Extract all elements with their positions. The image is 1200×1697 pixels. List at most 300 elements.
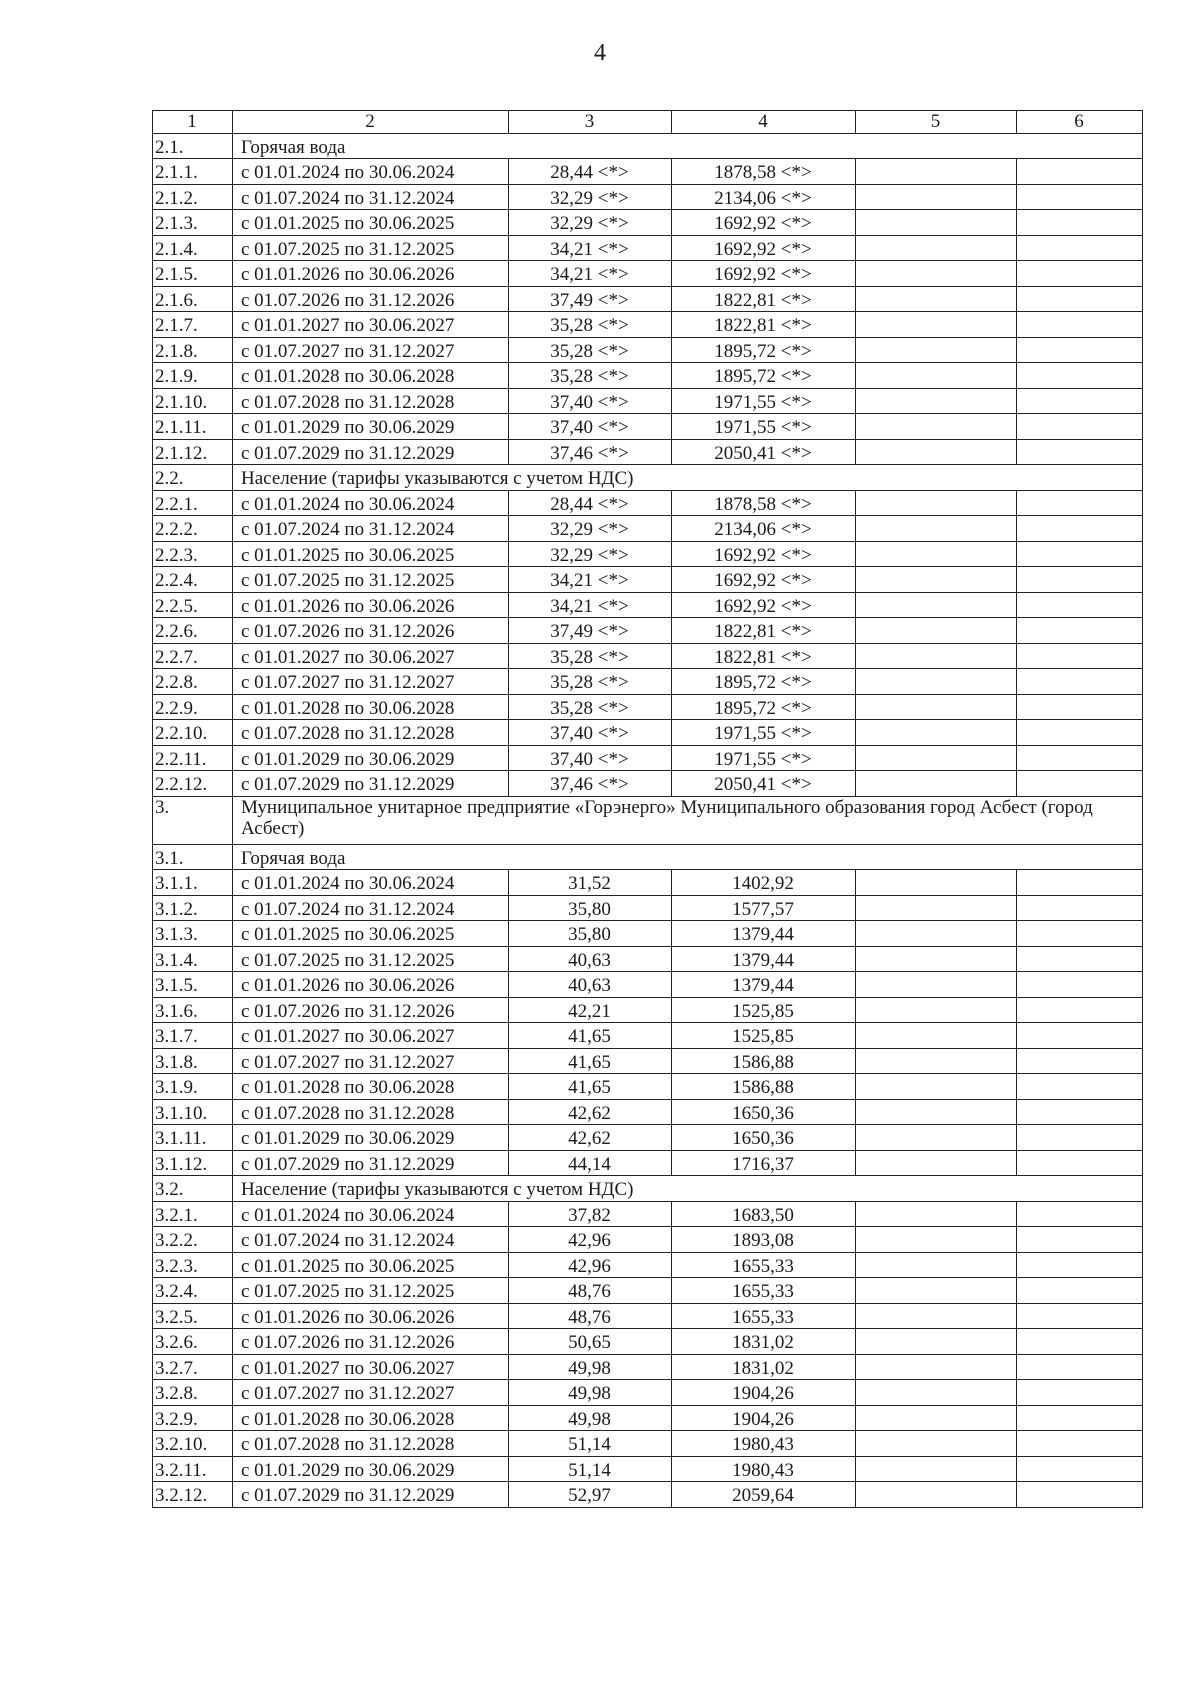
value-col3-cell: 28,44 <*> [509, 159, 672, 185]
period-cell: с 01.01.2025 по 30.06.2025 [233, 541, 509, 567]
value-col6-cell [1017, 1048, 1143, 1074]
value-col6-cell [1017, 1354, 1143, 1380]
row-number: 3.2.7. [153, 1354, 233, 1380]
period-cell: с 01.07.2027 по 31.12.2027 [233, 1048, 509, 1074]
table-row [153, 1405, 1143, 1431]
value-col4-cell: 2059,64 [672, 1482, 856, 1508]
value-col4-cell: 2050,41 <*> [672, 439, 856, 465]
value-col4-cell: 1831,02 [672, 1329, 856, 1355]
row-number: 2.2.4. [153, 567, 233, 593]
table-row [153, 363, 1143, 389]
value-col4-cell: 1904,26 [672, 1405, 856, 1431]
period-cell: с 01.01.2026 по 30.06.2026 [233, 972, 509, 998]
table-row [153, 1099, 1143, 1125]
value-col6-cell [1017, 159, 1143, 185]
value-col6-cell [1017, 997, 1143, 1023]
value-col4-cell: 2050,41 <*> [672, 771, 856, 797]
row-number: 3. [153, 796, 233, 844]
value-col3-cell: 48,76 [509, 1278, 672, 1304]
period-cell: с 01.07.2025 по 31.12.2025 [233, 567, 509, 593]
value-col4-cell: 1379,44 [672, 946, 856, 972]
value-col5-cell [856, 720, 1017, 746]
value-col6-cell [1017, 184, 1143, 210]
row-number: 2.1.1. [153, 159, 233, 185]
row-number: 3.1.5. [153, 972, 233, 998]
value-col6-cell [1017, 1329, 1143, 1355]
row-number: 3.2.1. [153, 1201, 233, 1227]
value-col4-cell: 1683,50 [672, 1201, 856, 1227]
table-row [153, 669, 1143, 695]
period-cell: с 01.07.2028 по 31.12.2028 [233, 1099, 509, 1125]
value-col4-cell: 1971,55 <*> [672, 388, 856, 414]
table-row [153, 946, 1143, 972]
value-col5-cell [856, 184, 1017, 210]
value-col3-cell: 37,46 <*> [509, 771, 672, 797]
period-cell: с 01.07.2028 по 31.12.2028 [233, 1431, 509, 1457]
value-col6-cell [1017, 388, 1143, 414]
value-col3-cell: 35,28 <*> [509, 669, 672, 695]
period-cell: с 01.01.2028 по 30.06.2028 [233, 1405, 509, 1431]
value-col4-cell: 1822,81 <*> [672, 643, 856, 669]
value-col3-cell: 32,29 <*> [509, 210, 672, 236]
column-header: 4 [672, 111, 856, 134]
period-cell: с 01.01.2024 по 30.06.2024 [233, 1201, 509, 1227]
row-number: 3.1.9. [153, 1074, 233, 1100]
table-row [153, 643, 1143, 669]
value-col5-cell [856, 1023, 1017, 1049]
table-row [153, 618, 1143, 644]
value-col6-cell [1017, 618, 1143, 644]
table-row [153, 1125, 1143, 1151]
table-row [153, 439, 1143, 465]
value-col3-cell: 49,98 [509, 1380, 672, 1406]
value-col6-cell [1017, 745, 1143, 771]
table-row [153, 312, 1143, 338]
column-header: 6 [1017, 111, 1143, 134]
period-cell: с 01.01.2029 по 30.06.2029 [233, 414, 509, 440]
table-row [153, 1456, 1143, 1482]
row-number: 3.1. [153, 844, 233, 870]
value-col5-cell [856, 1431, 1017, 1457]
value-col6-cell [1017, 870, 1143, 896]
value-col5-cell [856, 1150, 1017, 1176]
value-col4-cell: 1655,33 [672, 1252, 856, 1278]
value-col3-cell: 49,98 [509, 1405, 672, 1431]
row-number: 3.1.12. [153, 1150, 233, 1176]
value-col4-cell: 1822,81 <*> [672, 286, 856, 312]
value-col6-cell [1017, 1252, 1143, 1278]
row-number: 3.2. [153, 1176, 233, 1202]
value-col6-cell [1017, 1380, 1143, 1406]
table-row [153, 235, 1143, 261]
value-col4-cell: 1692,92 <*> [672, 592, 856, 618]
period-cell: с 01.01.2027 по 30.06.2027 [233, 1023, 509, 1049]
value-col4-cell: 1716,37 [672, 1150, 856, 1176]
table-row [153, 490, 1143, 516]
value-col5-cell [856, 1227, 1017, 1253]
period-cell: с 01.07.2027 по 31.12.2027 [233, 669, 509, 695]
value-col4-cell: 1822,81 <*> [672, 312, 856, 338]
value-col4-cell: 1895,72 <*> [672, 363, 856, 389]
period-cell: с 01.01.2024 по 30.06.2024 [233, 870, 509, 896]
table-row [153, 159, 1143, 185]
value-col5-cell [856, 388, 1017, 414]
value-col6-cell [1017, 972, 1143, 998]
value-col3-cell: 42,62 [509, 1125, 672, 1151]
period-cell: с 01.01.2028 по 30.06.2028 [233, 694, 509, 720]
value-col3-cell: 35,28 <*> [509, 643, 672, 669]
value-col6-cell [1017, 946, 1143, 972]
value-col5-cell [856, 1329, 1017, 1355]
row-number: 2.2.1. [153, 490, 233, 516]
value-col4-cell: 2134,06 <*> [672, 184, 856, 210]
value-col4-cell: 1402,92 [672, 870, 856, 896]
table-row [153, 261, 1143, 287]
row-number: 2.1.7. [153, 312, 233, 338]
value-col6-cell [1017, 261, 1143, 287]
value-col5-cell [856, 771, 1017, 797]
value-col6-cell [1017, 235, 1143, 261]
table-row [153, 388, 1143, 414]
value-col4-cell: 1586,88 [672, 1048, 856, 1074]
value-col3-cell: 32,29 <*> [509, 516, 672, 542]
table-row [153, 210, 1143, 236]
section-title: Муниципальное унитарное предприятие «Горэнерго» Муниципального образования город Асбест (город Асбест) [233, 796, 1143, 844]
value-col4-cell: 1577,57 [672, 895, 856, 921]
table-row [153, 745, 1143, 771]
table-row [153, 1431, 1143, 1457]
value-col3-cell: 34,21 <*> [509, 235, 672, 261]
section-row [153, 133, 1143, 159]
value-col5-cell [856, 1074, 1017, 1100]
period-cell: с 01.07.2027 по 31.12.2027 [233, 1380, 509, 1406]
value-col6-cell [1017, 210, 1143, 236]
table-header-row [153, 111, 1143, 134]
value-col5-cell [856, 490, 1017, 516]
value-col3-cell: 41,65 [509, 1048, 672, 1074]
row-number: 3.2.10. [153, 1431, 233, 1457]
period-cell: с 01.07.2028 по 31.12.2028 [233, 720, 509, 746]
row-number: 3.1.7. [153, 1023, 233, 1049]
table-row [153, 1074, 1143, 1100]
value-col4-cell: 1650,36 [672, 1125, 856, 1151]
table-row [153, 592, 1143, 618]
value-col3-cell: 31,52 [509, 870, 672, 896]
column-header: 2 [233, 111, 509, 134]
value-col5-cell [856, 1354, 1017, 1380]
page-number: 4 [594, 40, 606, 66]
row-number: 2.2.8. [153, 669, 233, 695]
section-row [153, 844, 1143, 870]
table-row [153, 1278, 1143, 1304]
value-col3-cell: 37,49 <*> [509, 286, 672, 312]
value-col6-cell [1017, 921, 1143, 947]
value-col5-cell [856, 694, 1017, 720]
column-header: 5 [856, 111, 1017, 134]
row-number: 3.2.12. [153, 1482, 233, 1508]
row-number: 2.1.12. [153, 439, 233, 465]
value-col3-cell: 50,65 [509, 1329, 672, 1355]
value-col6-cell [1017, 1405, 1143, 1431]
period-cell: с 01.07.2025 по 31.12.2025 [233, 235, 509, 261]
value-col5-cell [856, 745, 1017, 771]
value-col4-cell: 1692,92 <*> [672, 541, 856, 567]
tariff-table [152, 110, 1143, 1508]
table-row [153, 694, 1143, 720]
value-col5-cell [856, 997, 1017, 1023]
value-col4-cell: 1971,55 <*> [672, 414, 856, 440]
value-col4-cell: 1379,44 [672, 972, 856, 998]
value-col5-cell [856, 567, 1017, 593]
value-col3-cell: 48,76 [509, 1303, 672, 1329]
row-number: 3.2.8. [153, 1380, 233, 1406]
row-number: 2.2. [153, 465, 233, 491]
table-row [153, 895, 1143, 921]
table-row [153, 414, 1143, 440]
value-col3-cell: 28,44 <*> [509, 490, 672, 516]
value-col5-cell [856, 1048, 1017, 1074]
row-number: 3.1.1. [153, 870, 233, 896]
table-row [153, 1150, 1143, 1176]
value-col4-cell: 1525,85 [672, 1023, 856, 1049]
section-title: Население (тарифы указываются с учетом НДС) [233, 465, 1143, 491]
value-col5-cell [856, 1099, 1017, 1125]
section-title: Горячая вода [233, 844, 1143, 870]
value-col3-cell: 37,40 <*> [509, 745, 672, 771]
table-row [153, 921, 1143, 947]
period-cell: с 01.01.2027 по 30.06.2027 [233, 312, 509, 338]
value-col6-cell [1017, 286, 1143, 312]
table-row [153, 286, 1143, 312]
value-col5-cell [856, 1405, 1017, 1431]
row-number: 3.2.11. [153, 1456, 233, 1482]
value-col3-cell: 40,63 [509, 946, 672, 972]
value-col3-cell: 32,29 <*> [509, 541, 672, 567]
value-col4-cell: 1831,02 [672, 1354, 856, 1380]
period-cell: с 01.01.2026 по 30.06.2026 [233, 261, 509, 287]
period-cell: с 01.01.2025 по 30.06.2025 [233, 1252, 509, 1278]
value-col3-cell: 35,80 [509, 921, 672, 947]
table-row [153, 1482, 1143, 1508]
row-number: 3.1.4. [153, 946, 233, 972]
value-col6-cell [1017, 1074, 1143, 1100]
section-row [153, 1176, 1143, 1202]
value-col6-cell [1017, 567, 1143, 593]
table-row [153, 184, 1143, 210]
row-number: 3.1.2. [153, 895, 233, 921]
value-col5-cell [856, 439, 1017, 465]
period-cell: с 01.07.2025 по 31.12.2025 [233, 1278, 509, 1304]
row-number: 2.2.10. [153, 720, 233, 746]
row-number: 2.2.7. [153, 643, 233, 669]
value-col6-cell [1017, 439, 1143, 465]
value-col3-cell: 35,28 <*> [509, 363, 672, 389]
value-col5-cell [856, 921, 1017, 947]
value-col3-cell: 49,98 [509, 1354, 672, 1380]
value-col3-cell: 37,40 <*> [509, 388, 672, 414]
value-col3-cell: 42,96 [509, 1227, 672, 1253]
value-col4-cell: 1586,88 [672, 1074, 856, 1100]
value-col6-cell [1017, 1431, 1143, 1457]
value-col6-cell [1017, 1303, 1143, 1329]
row-number: 2.1.3. [153, 210, 233, 236]
value-col4-cell: 1655,33 [672, 1303, 856, 1329]
value-col5-cell [856, 669, 1017, 695]
value-col4-cell: 2134,06 <*> [672, 516, 856, 542]
value-col5-cell [856, 414, 1017, 440]
value-col6-cell [1017, 1456, 1143, 1482]
value-col5-cell [856, 337, 1017, 363]
value-col6-cell [1017, 1482, 1143, 1508]
row-number: 2.2.5. [153, 592, 233, 618]
column-header: 3 [509, 111, 672, 134]
value-col6-cell [1017, 771, 1143, 797]
value-col3-cell: 37,40 <*> [509, 414, 672, 440]
row-number: 2.2.12. [153, 771, 233, 797]
value-col3-cell: 37,40 <*> [509, 720, 672, 746]
row-number: 2.1. [153, 133, 233, 159]
row-number: 3.2.5. [153, 1303, 233, 1329]
period-cell: с 01.01.2027 по 30.06.2027 [233, 1354, 509, 1380]
value-col3-cell: 41,65 [509, 1074, 672, 1100]
value-col3-cell: 35,28 <*> [509, 312, 672, 338]
value-col3-cell: 51,14 [509, 1456, 672, 1482]
period-cell: с 01.01.2026 по 30.06.2026 [233, 1303, 509, 1329]
value-col6-cell [1017, 1227, 1143, 1253]
period-cell: с 01.01.2029 по 30.06.2029 [233, 745, 509, 771]
row-number: 2.2.3. [153, 541, 233, 567]
table-row [153, 972, 1143, 998]
value-col4-cell: 1525,85 [672, 997, 856, 1023]
value-col5-cell [856, 1303, 1017, 1329]
section-row [153, 465, 1143, 491]
value-col5-cell [856, 516, 1017, 542]
value-col4-cell: 1692,92 <*> [672, 567, 856, 593]
value-col5-cell [856, 363, 1017, 389]
value-col5-cell [856, 946, 1017, 972]
row-number: 3.2.6. [153, 1329, 233, 1355]
value-col4-cell: 1692,92 <*> [672, 235, 856, 261]
value-col5-cell [856, 972, 1017, 998]
value-col4-cell: 1893,08 [672, 1227, 856, 1253]
table-row [153, 1048, 1143, 1074]
row-number: 2.1.9. [153, 363, 233, 389]
row-number: 3.2.9. [153, 1405, 233, 1431]
table-row [153, 1303, 1143, 1329]
period-cell: с 01.07.2026 по 31.12.2026 [233, 286, 509, 312]
value-col6-cell [1017, 720, 1143, 746]
value-col6-cell [1017, 643, 1143, 669]
value-col5-cell [856, 1278, 1017, 1304]
value-col3-cell: 51,14 [509, 1431, 672, 1457]
period-cell: с 01.07.2025 по 31.12.2025 [233, 946, 509, 972]
value-col6-cell [1017, 414, 1143, 440]
value-col6-cell [1017, 1099, 1143, 1125]
table-row [153, 1252, 1143, 1278]
table-row [153, 771, 1143, 797]
table-row [153, 997, 1143, 1023]
row-number: 2.2.11. [153, 745, 233, 771]
value-col5-cell [856, 1456, 1017, 1482]
value-col3-cell: 35,28 <*> [509, 694, 672, 720]
value-col5-cell [856, 1252, 1017, 1278]
value-col5-cell [856, 870, 1017, 896]
row-number: 3.1.3. [153, 921, 233, 947]
value-col5-cell [856, 1482, 1017, 1508]
value-col4-cell: 1379,44 [672, 921, 856, 947]
table-row [153, 870, 1143, 896]
row-number: 2.1.10. [153, 388, 233, 414]
row-number: 3.2.4. [153, 1278, 233, 1304]
table-row [153, 1329, 1143, 1355]
value-col4-cell: 1878,58 <*> [672, 159, 856, 185]
table-row [153, 541, 1143, 567]
value-col4-cell: 1971,55 <*> [672, 745, 856, 771]
section-title: Горячая вода [233, 133, 1143, 159]
value-col5-cell [856, 286, 1017, 312]
section-row [153, 796, 1143, 844]
value-col4-cell: 1980,43 [672, 1431, 856, 1457]
period-cell: с 01.07.2026 по 31.12.2026 [233, 997, 509, 1023]
period-cell: с 01.07.2028 по 31.12.2028 [233, 388, 509, 414]
value-col3-cell: 52,97 [509, 1482, 672, 1508]
value-col6-cell [1017, 669, 1143, 695]
value-col6-cell [1017, 516, 1143, 542]
value-col3-cell: 41,65 [509, 1023, 672, 1049]
value-col5-cell [856, 643, 1017, 669]
period-cell: с 01.01.2028 по 30.06.2028 [233, 1074, 509, 1100]
period-cell: с 01.07.2024 по 31.12.2024 [233, 895, 509, 921]
value-col3-cell: 32,29 <*> [509, 184, 672, 210]
period-cell: с 01.01.2025 по 30.06.2025 [233, 921, 509, 947]
column-header: 1 [153, 111, 233, 134]
value-col3-cell: 42,21 [509, 997, 672, 1023]
value-col6-cell [1017, 541, 1143, 567]
row-number: 2.2.9. [153, 694, 233, 720]
period-cell: с 01.07.2024 по 31.12.2024 [233, 516, 509, 542]
row-number: 2.1.11. [153, 414, 233, 440]
value-col3-cell: 40,63 [509, 972, 672, 998]
tariff-table-body [153, 111, 1143, 1508]
section-title: Население (тарифы указываются с учетом НДС) [233, 1176, 1143, 1202]
period-cell: с 01.01.2026 по 30.06.2026 [233, 592, 509, 618]
value-col6-cell [1017, 490, 1143, 516]
value-col6-cell [1017, 1023, 1143, 1049]
value-col3-cell: 34,21 <*> [509, 261, 672, 287]
period-cell: с 01.07.2029 по 31.12.2029 [233, 1482, 509, 1508]
value-col3-cell: 37,82 [509, 1201, 672, 1227]
value-col3-cell: 35,80 [509, 895, 672, 921]
value-col5-cell [856, 210, 1017, 236]
value-col3-cell: 37,46 <*> [509, 439, 672, 465]
value-col5-cell [856, 541, 1017, 567]
value-col5-cell [856, 312, 1017, 338]
row-number: 2.1.6. [153, 286, 233, 312]
value-col3-cell: 34,21 <*> [509, 592, 672, 618]
value-col6-cell [1017, 363, 1143, 389]
value-col6-cell [1017, 1150, 1143, 1176]
table-row [153, 567, 1143, 593]
value-col3-cell: 35,28 <*> [509, 337, 672, 363]
row-number: 2.1.8. [153, 337, 233, 363]
table-row [153, 337, 1143, 363]
row-number: 2.2.2. [153, 516, 233, 542]
period-cell: с 01.01.2029 по 30.06.2029 [233, 1456, 509, 1482]
period-cell: с 01.01.2027 по 30.06.2027 [233, 643, 509, 669]
row-number: 3.1.11. [153, 1125, 233, 1151]
value-col6-cell [1017, 694, 1143, 720]
row-number: 2.1.4. [153, 235, 233, 261]
